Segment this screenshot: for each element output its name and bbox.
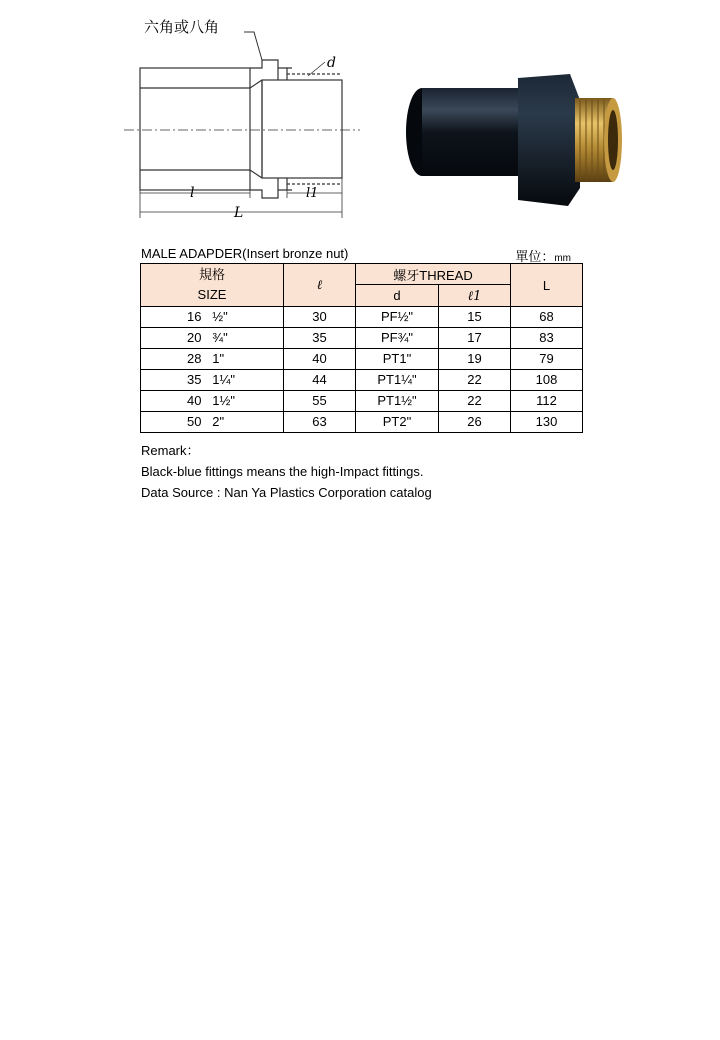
thread-header: 螺牙THREAD	[356, 264, 511, 285]
pipe-body	[422, 88, 522, 176]
hex-octagon-label: 六角或八角	[144, 18, 220, 36]
d-cell: PT2"	[356, 412, 439, 433]
d-cell: PF½"	[356, 307, 439, 328]
l-dimension-label: l	[190, 185, 195, 201]
L-cell: 130	[511, 412, 583, 433]
size-header-en: SIZE	[197, 287, 227, 302]
L-cell: 68	[511, 307, 583, 328]
ell-cell: 30	[284, 307, 356, 328]
size-cell: 40 1½"	[141, 391, 284, 412]
ell1-cell: 15	[439, 307, 511, 328]
technical-drawing	[122, 10, 362, 225]
ell-header: ℓ	[284, 264, 356, 307]
d-header: d	[356, 285, 439, 307]
size-cell: 35 1¼"	[141, 370, 284, 391]
ell1-header: ℓ1	[439, 285, 511, 307]
size-cell: 16 ½"	[141, 307, 284, 328]
remark-heading: Remark：	[141, 443, 200, 458]
table-header-row	[141, 246, 581, 262]
ell1-cell: 22	[439, 370, 511, 391]
product-photo	[400, 60, 630, 220]
unit-label: 單位：	[515, 249, 555, 264]
L-cell: 112	[511, 391, 583, 412]
fitting-outline	[140, 60, 342, 198]
spec-table	[140, 263, 583, 433]
L-cell: 79	[511, 349, 583, 370]
ell-cell: 63	[284, 412, 356, 433]
size-header-zh: 規格	[198, 267, 225, 282]
remark-line-1: Black-blue fittings means the high-Impact fittings.	[141, 464, 424, 479]
data-source-line: Data Source : Nan Ya Plastics Corporation catalog	[141, 485, 432, 500]
brass-bore	[608, 110, 618, 170]
d-cell: PT1¼"	[356, 370, 439, 391]
size-cell: 28 1"	[141, 349, 284, 370]
L-header: L	[511, 264, 583, 307]
ell-cell: 40	[284, 349, 356, 370]
d-label: d	[327, 55, 336, 71]
notes	[141, 440, 432, 503]
table-row	[141, 349, 583, 370]
ell-cell: 55	[284, 391, 356, 412]
d-cell: PF¾"	[356, 328, 439, 349]
ell1-cell: 22	[439, 391, 511, 412]
unit-value: mm	[554, 253, 571, 264]
ell1-cell: 17	[439, 328, 511, 349]
size-cell: 50 2"	[141, 412, 284, 433]
table-row	[141, 391, 583, 412]
ell-cell: 35	[284, 328, 356, 349]
hex-collar	[518, 74, 580, 206]
d-cell: PT1½"	[356, 391, 439, 412]
L-cell: 108	[511, 370, 583, 391]
hex-leader-line	[244, 32, 262, 60]
table-row	[141, 328, 583, 349]
ell1-cell: 19	[439, 349, 511, 370]
ell-cell: 44	[284, 370, 356, 391]
size-header	[141, 264, 284, 307]
l1-dimension-label: l1	[306, 186, 319, 201]
L-cell: 83	[511, 328, 583, 349]
table-row	[141, 307, 583, 328]
table-row	[141, 412, 583, 433]
ell1-cell: 26	[439, 412, 511, 433]
product-title: MALE ADAPDER(Insert bronze nut)	[141, 246, 349, 261]
table-row	[141, 370, 583, 391]
L-dimension-label: L	[234, 205, 244, 221]
size-cell: 20 ¾"	[141, 328, 284, 349]
d-cell: PT1"	[356, 349, 439, 370]
